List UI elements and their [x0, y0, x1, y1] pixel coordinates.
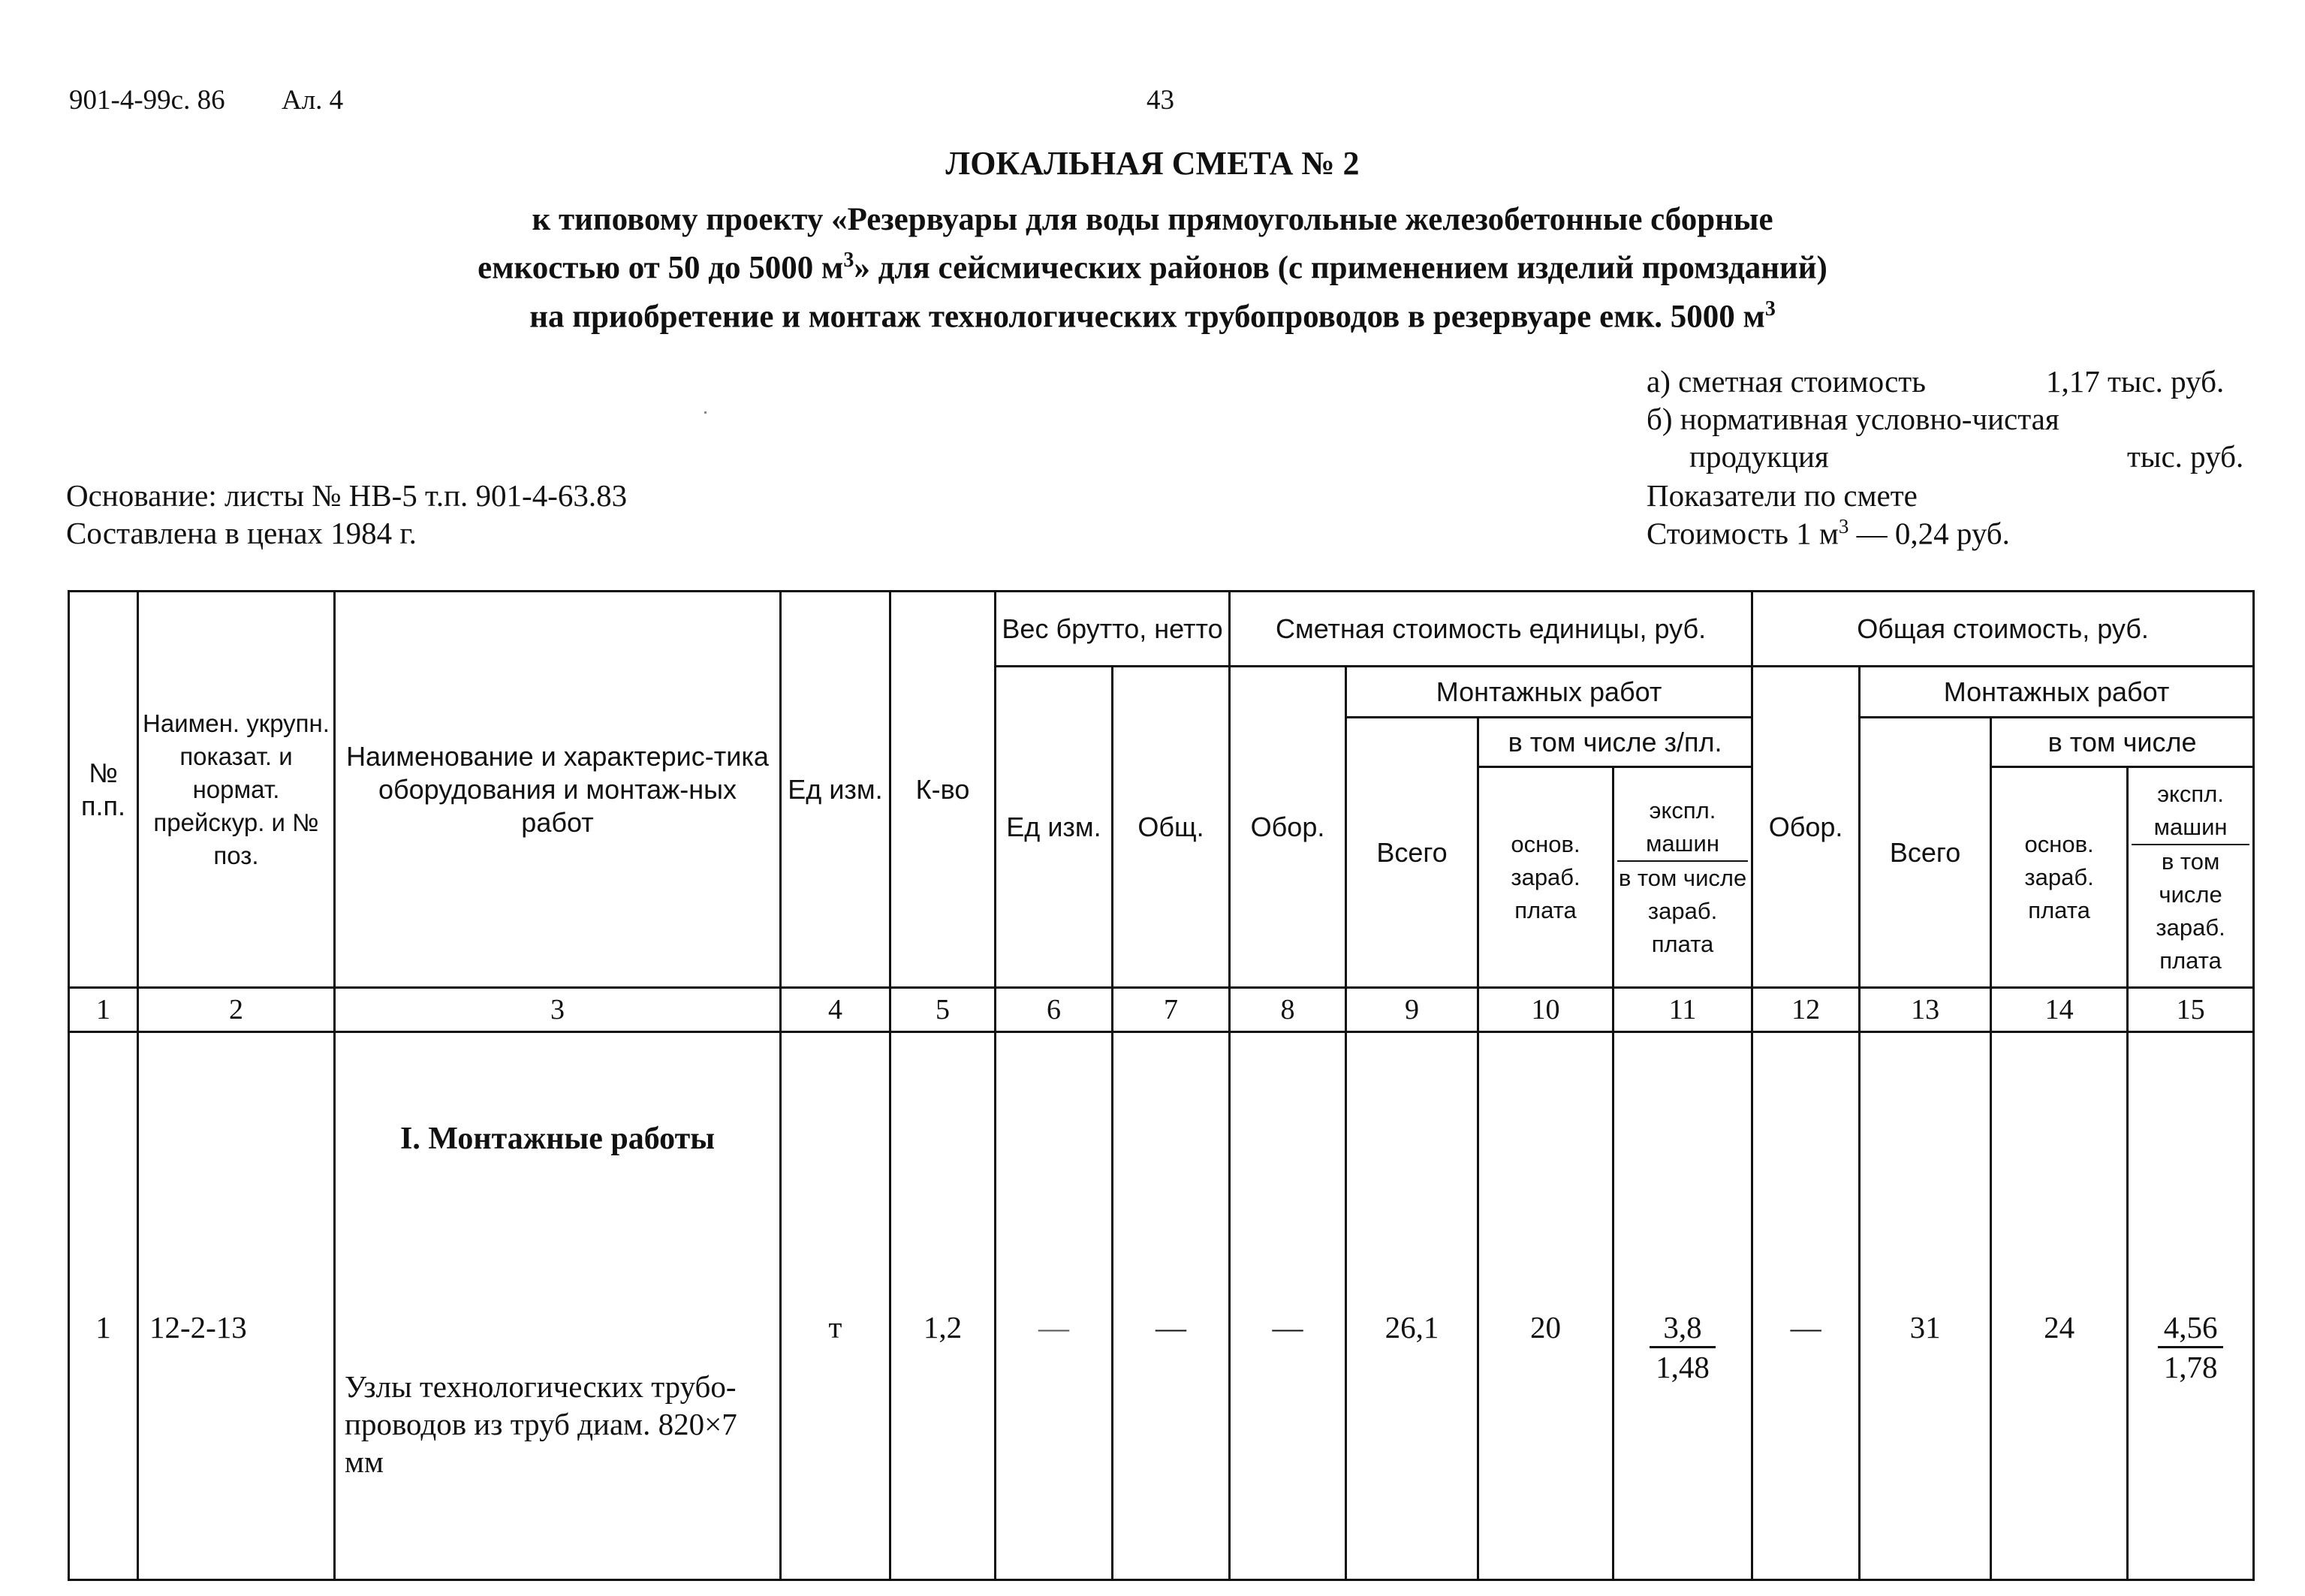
header-machine-den: в том числе зараб. плата	[1618, 864, 1747, 957]
row-qty-value: 1,2	[923, 1310, 963, 1345]
row-machine	[1614, 1032, 1752, 1580]
header-weight-unit: Ед изм.	[996, 667, 1113, 988]
row-total-equip	[1752, 1032, 1860, 1580]
header-unit-cost: Сметная стоимость единицы, руб.	[1230, 592, 1752, 667]
col-num-5: 5	[890, 988, 996, 1032]
header-machine	[1614, 767, 1752, 988]
unit-cost-indicator	[1647, 515, 2010, 552]
header-total-machine-num: экспл. машин	[2132, 778, 2249, 845]
header-num: № п.п.	[69, 592, 138, 988]
subtitle-line-1: к типовому проекту «Резервуары для воды прямоугольные железобетонные сборные	[532, 202, 1773, 237]
header-total-mount-total: Всего	[1860, 718, 1991, 988]
col-num-15: 15	[2128, 988, 2254, 1032]
row-total-mount	[1860, 1032, 1991, 1580]
header-total-base-wage: основ. зараб. плата	[1991, 767, 2128, 988]
column-number-row	[69, 988, 2254, 1032]
page-title: ЛОКАЛЬНАЯ СМЕТА № 2	[945, 145, 1360, 182]
col-num-3: 3	[335, 988, 781, 1032]
col-num-1: 1	[69, 988, 138, 1032]
machine-fraction	[1650, 1308, 1716, 1386]
row-unit-value: т	[828, 1310, 842, 1345]
price-year-line: Составлена в ценах 1984 г.	[66, 516, 417, 550]
header-code: Наимен. укрупн. показат. и нормат. прейскур. и № поз.	[138, 592, 335, 988]
row-name-value: Узлы технологических трубо-проводов из труб диам. 820×7 мм	[345, 1369, 737, 1479]
row-total-machine-fraction	[2132, 1308, 2249, 1386]
row-name	[335, 1032, 781, 1580]
header-mount: Монтажных работ	[1346, 667, 1752, 718]
doc-code: 901-4-99с. 86	[69, 85, 225, 116]
summary-a-label: а) сметная стоимость	[1647, 364, 1926, 399]
row-qty	[890, 1032, 996, 1580]
album-number: Ал. 4	[282, 85, 344, 116]
row-total-machine	[2128, 1032, 2254, 1580]
header-total-machine	[2128, 767, 2254, 988]
header-total-machine-den: в том числе зараб. плата	[2156, 848, 2225, 974]
col-num-9: 9	[1346, 988, 1478, 1032]
header-total-mount: Монтажных работ	[1860, 667, 2254, 718]
summary-a-value: 1,17 тыс. руб.	[2046, 364, 2225, 399]
row-equip-value: —	[1272, 1310, 1303, 1345]
header-equip: Обор.	[1230, 667, 1346, 988]
page-number: 43	[1146, 85, 1174, 116]
header-total-incl: в том числе	[1991, 718, 2254, 767]
row-num-value: 1	[95, 1310, 111, 1345]
row-base-wage-value: 20	[1530, 1310, 1562, 1345]
col-num-6: 6	[996, 988, 1113, 1032]
row-num	[69, 1032, 138, 1580]
row-total-machine-num: 4,56	[2158, 1308, 2224, 1348]
estimate-purpose	[0, 297, 2305, 335]
row-code	[138, 1032, 335, 1580]
header-weight-total: Общ.	[1113, 667, 1230, 988]
row-total-base-wage-value: 24	[2044, 1310, 2075, 1345]
row-base-wage	[1478, 1032, 1614, 1580]
subtitle-line-2	[0, 240, 2305, 288]
col-num-2: 2	[138, 988, 335, 1032]
header-total-cost: Общая стоимость, руб.	[1752, 592, 2254, 667]
row-total-mount-value: 31	[1909, 1310, 1941, 1345]
row-equip	[1230, 1032, 1346, 1580]
header-base-wage: основ. зараб. плата	[1478, 767, 1614, 988]
total-machine-fraction	[2158, 1308, 2224, 1386]
unit-cost-text: Стоимость 1 м	[1647, 516, 1839, 551]
header-incl-wage: в том числе з/пл.	[1478, 718, 1752, 767]
col-num-4: 4	[781, 988, 890, 1032]
row-weight-total-value: —	[1156, 1310, 1186, 1345]
header-qty: К-во	[890, 592, 996, 988]
col-num-7: 7	[1113, 988, 1230, 1032]
summary-b-value: тыс. руб.	[2127, 439, 2244, 474]
header-mount-total: Всего	[1346, 718, 1478, 988]
basis-line: Основание: листы № НВ-5 т.п. 901-4-63.83	[66, 478, 628, 513]
row-unit	[781, 1032, 890, 1580]
col-num-8: 8	[1230, 988, 1346, 1032]
row-total-base-wage	[1991, 1032, 2128, 1580]
col-num-14: 14	[1991, 988, 2128, 1032]
summary-b-label: б) нормативная условно-чистая	[1647, 402, 2059, 436]
row-total-equip-value: —	[1790, 1310, 1821, 1345]
col-num-10: 10	[1478, 988, 1614, 1032]
purpose-sup: 3	[1764, 297, 1776, 321]
indicators-label: Показатели по смете	[1647, 478, 1918, 513]
header-name: Наименование и характерис-тика оборудования и монтаж-ных работ	[335, 592, 781, 988]
row-machine-den: 1,48	[1656, 1350, 1710, 1384]
row-total-machine-den: 1,78	[2163, 1350, 2218, 1384]
row-weight-unit	[996, 1032, 1113, 1580]
table-row	[69, 1032, 2254, 1580]
row-code-value: 12-2-13	[149, 1310, 247, 1345]
subtitle-line-2-sup: 3	[843, 248, 854, 272]
row-mount-total-value: 26,1	[1385, 1310, 1439, 1345]
col-num-11: 11	[1614, 988, 1752, 1032]
project-subtitle	[0, 200, 2305, 288]
unit-cost-sup: 3	[1838, 515, 1849, 538]
header-machine-num: экспл. машин	[1617, 794, 1748, 862]
row-machine-fraction	[1617, 1308, 1748, 1386]
header-total-equip: Обор.	[1752, 667, 1860, 988]
row-weight-total	[1113, 1032, 1230, 1580]
summary-b-label-2: продукция	[1689, 439, 1829, 474]
subtitle-line-2-text: емкостью от 50 до 5000 м	[478, 250, 844, 286]
col-num-13: 13	[1860, 988, 1991, 1032]
unit-cost-value: — 0,24 руб.	[1849, 516, 2010, 551]
row-mount-total	[1346, 1032, 1478, 1580]
col-num-12: 12	[1752, 988, 1860, 1032]
row-machine-num: 3,8	[1650, 1308, 1716, 1348]
purpose-text: на приобретение и монтаж технологических трубопроводов в резервуаре емк. 5000 м	[529, 299, 1765, 335]
subtitle-line-2-rest: » для сейсмических районов (с применением изделий промзданий)	[854, 250, 1827, 286]
header-unit: Ед изм.	[781, 592, 890, 988]
header-weight: Вес брутто, нетто	[996, 592, 1230, 667]
row-weight-unit-value: —	[1038, 1310, 1069, 1345]
section-title: I. Монтажные работы	[399, 1122, 716, 1156]
estimate-table	[68, 590, 2255, 1581]
scan-speck	[704, 411, 707, 414]
